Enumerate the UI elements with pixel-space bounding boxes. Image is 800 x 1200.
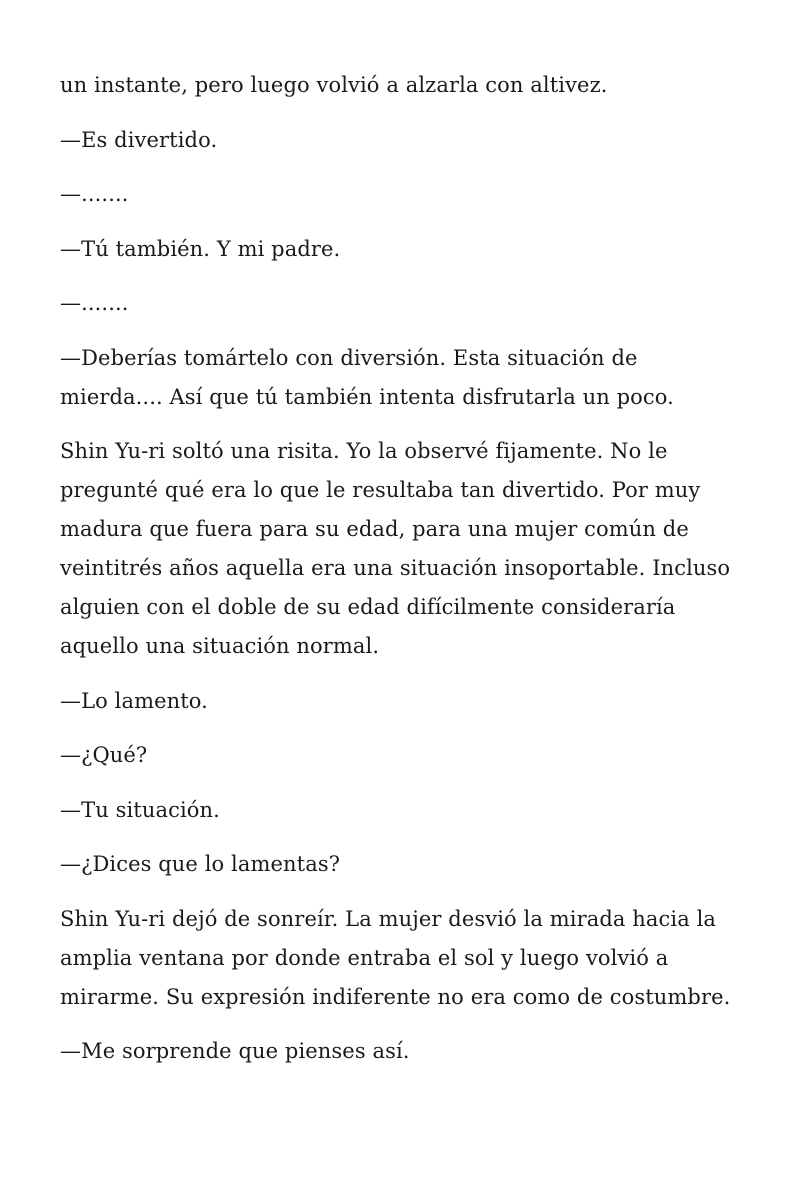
paragraph-7: Shin Yu-ri soltó una risita. Yo la observé fijamente. No le pregunté qué era lo que le resultaba tan divertido. Por muy madura que fuera para su edad, para una mujer común de veintitrés años aquella era una situación insoportable. Incluso alguien con el doble de su edad difícilmente consideraría aquello una situación normal.: [60, 439, 731, 658]
paragraph-12: Shin Yu-ri dejó de sonreír. La mujer desvió la mirada hacia la amplia ventana por donde entraba el sol y luego volvió a mirarme. Su expresión indiferente no era como de costumbre.: [60, 906, 731, 1009]
paragraph-13: —Me sorprende que pienses así.: [60, 1039, 410, 1063]
paragraph-2: —Es divertido.: [60, 127, 218, 152]
paragraph-6: —Deberías tomártelo con diversión. Esta situación de mierda.... Así que tú también intenta disfrutarla un poco.: [60, 345, 674, 409]
paragraph-3: —.......: [60, 182, 129, 206]
paragraph-10: —Tu situación.: [60, 797, 220, 822]
paragraph-1: un instante, pero luego volvió a alzarla con altivez.: [60, 73, 608, 97]
paragraph-4: —Tú también. Y mi padre.: [60, 236, 341, 261]
paragraph-8: —Lo lamento.: [60, 688, 208, 713]
paragraph-5: —.......: [60, 291, 129, 315]
paragraph-11: —¿Dices que lo lamentas?: [60, 852, 341, 876]
paragraph-9: —¿Qué?: [60, 743, 148, 767]
